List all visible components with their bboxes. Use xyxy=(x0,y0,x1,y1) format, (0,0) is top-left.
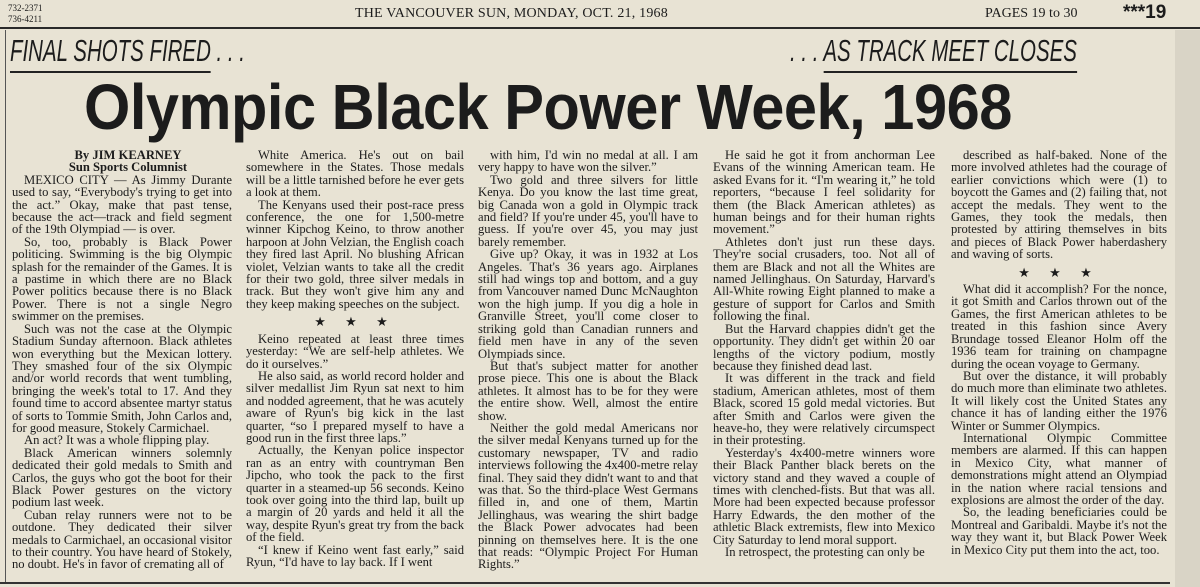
article-paragraph: What did it accomplish? For the nonce, it got Smith and Carlos thrown out of the Games, the first American athletes to be treated in this fashion since Avery Brundage tossed Eleanor Holm off the 1936 team for training on champagne during the ocean voyage to Germany. xyxy=(951,282,1167,371)
kicker-left xyxy=(10,33,245,69)
phone-number: 732-2371 xyxy=(8,3,43,13)
article-paragraph: So, the leading beneficiaries could be Montreal and Garibaldi. Maybe it's not the way they want it, but Black Power Week in Mexico City put them into the act, too. xyxy=(951,505,1167,557)
article-paragraph: Actually, the Kenyan police inspector ran as an entry with countryman Ben Jipcho, who took the pack to the first quarter in a steamed-up 56 seconds. Keino took over going into the third lap, built up a margin of 20 yards and held it all the way, despite Ryun's great try from the back of the field. xyxy=(246,443,464,545)
article-paragraph: It was different in the track and field stadium, American athletes, most of them Black, scored 15 gold medal victories. But after Smith and Carlos were given the heave-ho, they were relatively circumspect in their protesting. xyxy=(713,371,935,448)
article-column-1 xyxy=(12,149,232,571)
phone-number: 736-4211 xyxy=(8,14,43,24)
article-paragraph: He also said, as world record holder and silver medallist Jim Ryun sat next to him and nodded agreement, that he was acutely aware of Ryun's big kick in the last quarter, “so I prepared myself to have a good run in the first three laps.” xyxy=(246,368,464,445)
kicker-dots: . . . xyxy=(790,33,824,68)
article-paragraph: Athletes don't just run these days. They're social crusaders, too. Not all of them are Black and not all the Whites are named Jellinghaus. On Saturday, Harvard's All-White rowing Eight planned to make a gesture of support for Carlos and Smith following the final. xyxy=(713,234,935,324)
byline-role: Sun Sports Columnist xyxy=(68,160,188,175)
section-break-stars: ★ ★ ★ xyxy=(1018,264,1100,280)
article-column-5 xyxy=(951,149,1167,556)
article-column-4 xyxy=(713,149,935,558)
masthead-title: THE VANCOUVER SUN, MONDAY, OCT. 21, 1968 xyxy=(355,6,668,21)
article-paragraph: with him, I'd win no medal at all. I am very happy to have won the silver.” xyxy=(478,148,698,175)
article-paragraph: Give up? Okay, it was in 1932 at Los Angeles. That's 36 years ago. Airplanes still had wings top and bottom, and a guy from Vancouver named Dunc McNaughton won the high jump. If you dig a hole in Granville Street, you'll come closer to striking gold than Canadian runners and field men have in any of the seven Olympiads since. xyxy=(478,247,698,361)
article-paragraph: In retrospect, the protesting can only be xyxy=(725,545,925,559)
article-paragraph: But over the distance, it will probably do much more than eliminate two athletes. It will likely cost the United States any chance it has of landing either the 1976 Winter or Summer Olympics. xyxy=(951,368,1167,433)
kicker-right-text: AS TRACK MEET CLOSES xyxy=(823,33,1077,73)
article-paragraph: Yesterday's 4x400-metre winners wore their Black Panther black berets on the victory stand and they waved a couple of times with clenched-fists. But that was all. More had been expected because professor Harry Edwards, the den mother of the athletic Black extremists, flew into Mexico City Saturday to lend moral support. xyxy=(713,445,935,547)
page-number: ***19 xyxy=(1123,2,1167,23)
article-paragraph: described as half-baked. None of the more involved athletes had the courage of earlier convictions which were (1) to boycott the Games and (2) failing that, not accept the medals. They went to the Games, they took the medals, then protested by attiring themselves in bits and pieces of Black Power haberdashery and waving of sorts. xyxy=(951,148,1167,262)
kicker-left-text: FINAL SHOTS FIRED xyxy=(10,33,211,73)
article-paragraph: International Olympic Committee members are alarmed. If this can happen in Mexico City, what manner of demonstrations might attend an Olympiad in the nation where racial tensions and explosions are almost the order of the day. xyxy=(951,430,1167,507)
article-column-2 xyxy=(246,149,464,568)
section-break-stars: ★ ★ ★ xyxy=(314,314,396,330)
article-paragraph: MEXICO CITY — As Jimmy Durante used to say, “Everybody's trying to get into the act.” Okay, make that past tense, because the act—track and field segment of the 19th Olympiad — is over. xyxy=(12,172,232,237)
article-paragraph: Two gold and three silvers for little Kenya. Do you know the last time great, big Canada won a gold in Olympic track and field? If you're under 45, you'll have to guess. If you're over 45, you may just barely remember. xyxy=(478,172,698,249)
page-edge xyxy=(1175,30,1200,587)
kicker-dots: . . . xyxy=(210,33,245,68)
article-paragraph: Such was not the case at the Olympic Stadium Sunday afternoon. Black athletes won everything but the Mexican lottery. They smashed four of the six Olympic and/or world records that went tumbling, bringing the week's total to 17. And they found time to accord absentee martyr status of sorts to Tommie Smith, John Carlos and, for good measure, Stokely Carmichael. xyxy=(12,321,232,435)
article-column-3 xyxy=(478,149,698,571)
phone-numbers xyxy=(8,3,43,25)
article-paragraph: But the Harvard chappies didn't get the opportunity. They didn't get within 20 oar lengths of the victory podium, mostly because they finished dead last. xyxy=(713,321,935,373)
article-paragraph: Black American winners solemnly dedicated their gold medals to Smith and Carlos, the guys who got the boot for their Black Power gestures on the victory podium last week. xyxy=(12,445,232,510)
article-paragraph: Cuban relay runners were not to be outdone. They dedicated their silver medals to Carmichael, an occasional visitor to their country. You have heard of Stokely, no doubt. He's in favor of cremating all of xyxy=(12,507,232,572)
article-paragraph: He said he got it from anchorman Lee Evans of the winning American team. He asked Evans for it. “I'm wearing it,” he told reporters, “because I feel solidarity for them (the Black American athletes) as human beings and for their human rights movement.” xyxy=(713,148,935,237)
article-paragraph: Neither the gold medal Americans nor the silver medal Kenyans turned up for the customary newspaper, TV and radio interviews following the 4x400-metre relay final. They said they didn't want to and that was that. So the third-place West Germans filled in, and one of them, Martin Jellinghaus, was wearing the shirt badge the Black Power advocates had been pinning on themselves here. It is the one that reads: “Olympic Project For Human Rights.” xyxy=(478,420,698,572)
kicker-right xyxy=(790,33,1077,69)
article-paragraph: But that's subject matter for another prose piece. This one is about the Black athletes. It almost has to be for they were the entire show. Well, almost the entire show. xyxy=(478,358,698,423)
article-paragraph: “I knew if Keino went fast early,” said Ryun, “I'd have to lay back. If I went xyxy=(246,542,464,569)
column-rule xyxy=(5,30,6,582)
article-paragraph: So, too, probably is Black Power politicing. Swimming is the big Olympic splash for the remainder of the Games. It is a pastime in which there are no Black Power politics because there is no Black Power. There is not a single Negro swimmer on the premises. xyxy=(12,234,232,324)
byline-author: By JIM KEARNEY xyxy=(74,148,182,162)
bottom-rule xyxy=(0,582,1170,584)
article-paragraph: White America. He's out on bail somewhere in the States. Those medals will be a little tarnished before he ever gets a look at them. xyxy=(246,148,464,200)
article-paragraph: The Kenyans used their post-race press conference, the one for 1,500-metre winner Kipchog Keino, to throw another harpoon at John Velzian, the English coach they fired last April. No blushing African violet, Velzian wants to take all the credit for their two gold, three silver medals in track. But they won't give him any and they keep making speeches on the subject. xyxy=(246,197,464,311)
masthead-rule xyxy=(0,27,1200,29)
masthead-pages: PAGES 19 to 30 xyxy=(985,6,1078,21)
headline: Olympic Black Power Week, 1968 xyxy=(84,71,1012,143)
article-paragraph: Keino repeated at least three times yesterday: “We are self-help athletes. We do it ourselves.” xyxy=(246,331,464,371)
article-paragraph: An act? It was a whole flipping play. xyxy=(24,433,210,448)
